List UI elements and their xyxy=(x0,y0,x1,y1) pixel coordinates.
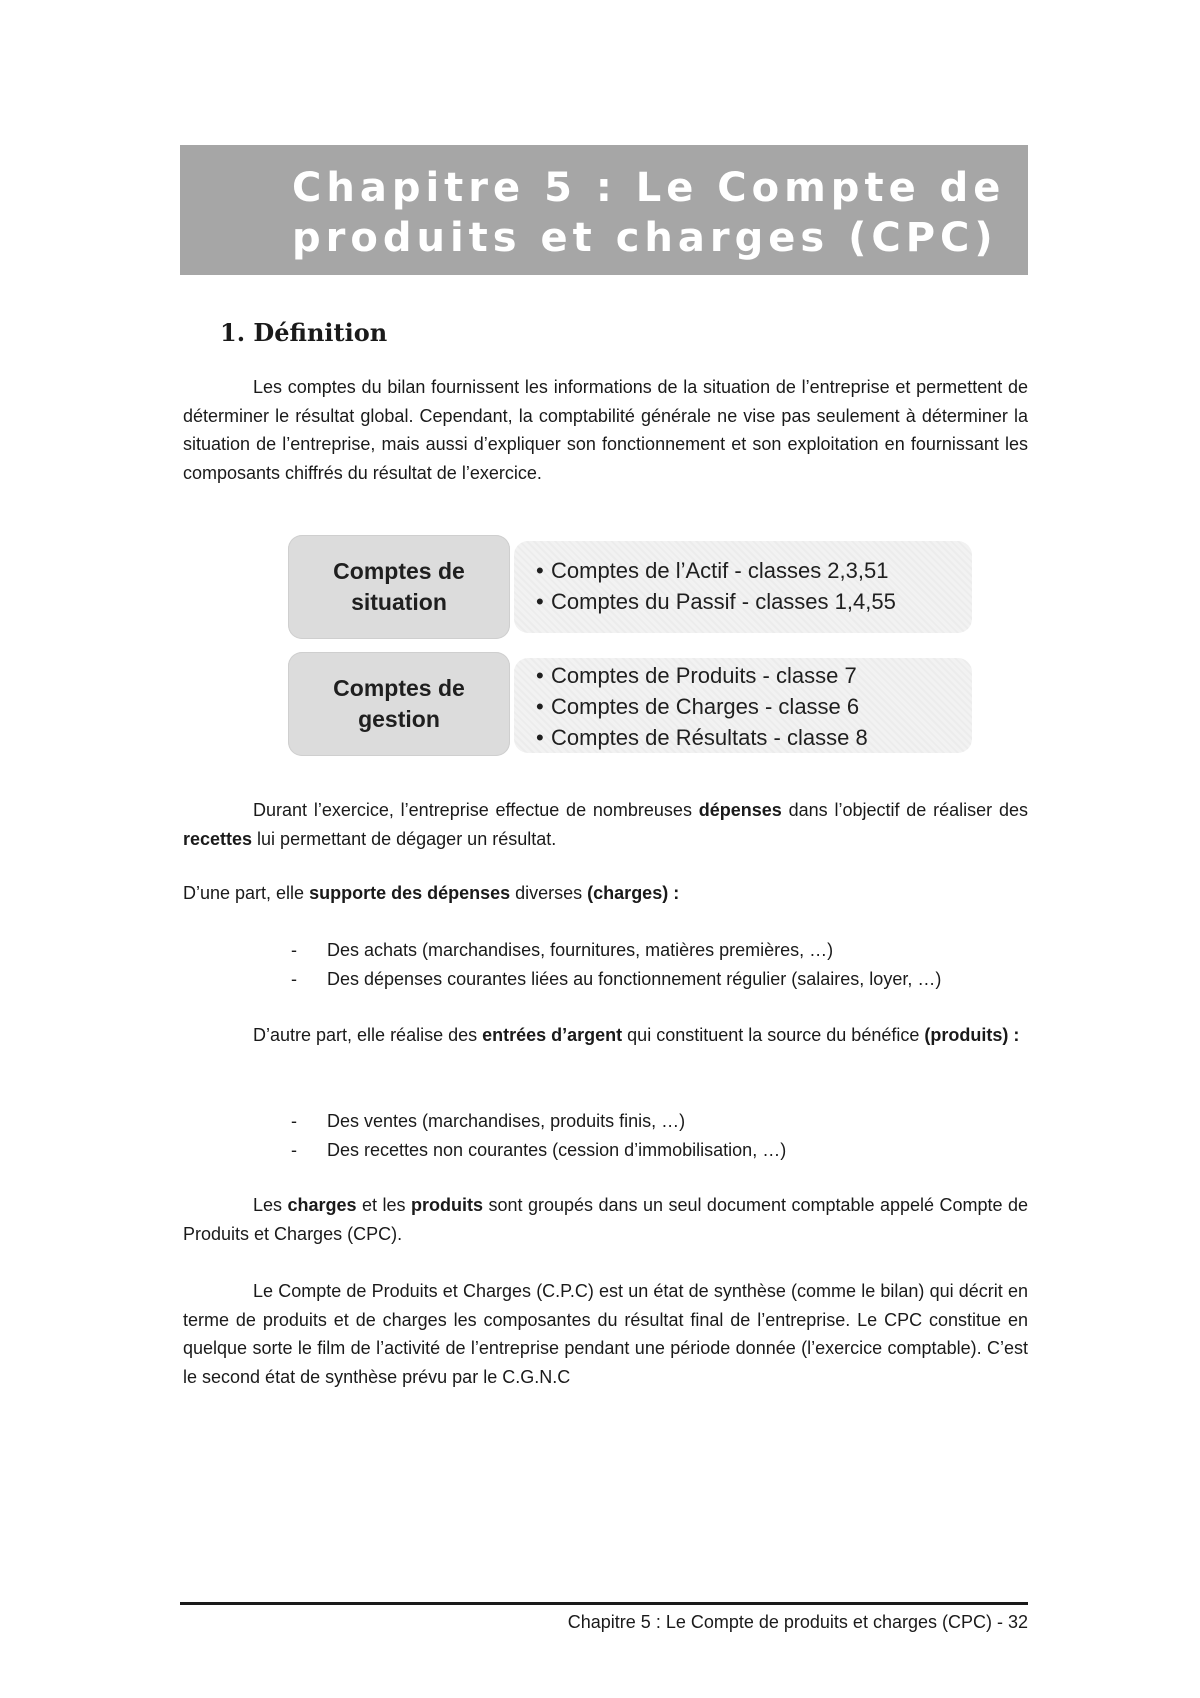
bold-run: (produits) : xyxy=(924,1025,1020,1045)
list-item xyxy=(293,1136,786,1165)
bold-run: entrées d’argent xyxy=(482,1025,623,1045)
bold-run: produits xyxy=(410,1195,483,1215)
diagram-label-gestion xyxy=(288,652,510,756)
text-run: qui constituent la source du bénéfice xyxy=(622,1025,925,1045)
diagram-bullet-item: • Comptes du Passif - classes 1,4,55 xyxy=(552,586,972,617)
paragraph-dautre-part xyxy=(183,1021,1028,1050)
text-run: D’autre part, elle réalise des xyxy=(253,1025,483,1045)
list-item-text: Des achats (marchandises, fournitures, matières premières, …) xyxy=(327,940,834,960)
diagram-content-gestion xyxy=(514,658,972,753)
text-run: Les xyxy=(253,1195,288,1215)
bold-run: (charges) : xyxy=(587,883,680,903)
text-run: D’une part, elle xyxy=(183,883,310,903)
dash-marker: - xyxy=(291,968,297,989)
diagram-label-line: situation xyxy=(351,589,447,615)
paragraph-dune-part xyxy=(183,879,1028,908)
dash-marker: - xyxy=(291,940,297,960)
text-run: lui permettant de dégager un résultat. xyxy=(252,828,557,849)
bold-run: dépenses xyxy=(698,800,782,820)
paragraph-groupes xyxy=(183,1191,1028,1248)
dash-marker: - xyxy=(291,1139,297,1160)
paragraph-durant xyxy=(183,796,1028,853)
diagram-bullet-item: • Comptes de l’Actif - classes 2,3,51 xyxy=(552,555,972,586)
produits-list xyxy=(293,1107,786,1164)
dash-marker: - xyxy=(291,1111,297,1131)
diagram-label-line: gestion xyxy=(358,706,440,732)
list-item xyxy=(293,936,941,965)
intro-paragraph: Les comptes du bilan fournissent les informations de la situation de l’entreprise et permettent de déterminer le résultat global. Cependant, la comptabilité générale ne vise pas seulement à déterminer la situation de l’entreprise, mais aussi d’expliquer son fonctionnement et son exploitation en fournissant les composants chiffrés du résultat de l’exercice. xyxy=(183,377,1028,483)
chapter-title-line-2: produits et charges (CPC) xyxy=(292,215,998,261)
paragraph-cpc: Le Compte de Produits et Charges (C.P.C) est un état de synthèse (comme le bilan) qui décrit en terme de produits et de charges les composantes du résultat final de l’entreprise. Le CPC constitue en quelque sorte le film de l’activité de l’entreprise pendant une période donnée (l’exercice comptable). C’est le second état de synthèse prévu par le C.G.N.C xyxy=(183,1281,1028,1387)
chapter-title-line-1: Chapitre 5 : Le Compte de xyxy=(292,165,1006,211)
accounts-diagram xyxy=(288,535,972,765)
list-item-text: Des recettes non courantes (cession d’immobilisation, …) xyxy=(327,1139,787,1160)
diagram-bullet-item: • Comptes de Résultats - classe 8 xyxy=(552,722,972,753)
diagram-label-line: Comptes de xyxy=(333,675,465,701)
bold-run: recettes xyxy=(183,828,253,849)
list-item xyxy=(293,1107,786,1136)
diagram-label-situation xyxy=(288,535,510,639)
footer-rule xyxy=(180,1602,1028,1605)
section-heading: 1. Définition xyxy=(220,318,388,347)
diagram-content-situation xyxy=(514,541,972,633)
text-run: Durant l’exercice, l’entreprise effectue de nombreuses xyxy=(253,800,699,820)
charges-list xyxy=(293,936,941,993)
list-item xyxy=(293,965,941,994)
text-run: diverses xyxy=(510,883,588,903)
footer-text: Chapitre 5 : Le Compte de produits et charges (CPC) - 32 xyxy=(567,1612,1028,1632)
diagram-label-line: Comptes de xyxy=(333,558,465,584)
diagram-bullet-item: • Comptes de Charges - classe 6 xyxy=(552,691,972,722)
diagram-bullet-item: • Comptes de Produits - classe 7 xyxy=(552,660,972,691)
text-run: dans l’objectif de réaliser des xyxy=(781,800,1028,820)
bold-run: charges xyxy=(287,1195,357,1215)
bold-run: supporte des dépenses xyxy=(309,883,511,903)
chapter-title-banner xyxy=(180,145,1028,275)
list-item-text: Des dépenses courantes liées au fonctionnement régulier (salaires, loyer, …) xyxy=(327,968,942,989)
list-item-text: Des ventes (marchandises, produits finis, …) xyxy=(327,1111,686,1131)
text-run: et les xyxy=(356,1195,411,1215)
text-run: sont groupés dans un seul document comptable appelé Compte de Produits et Charges (CPC). xyxy=(183,1195,1029,1244)
